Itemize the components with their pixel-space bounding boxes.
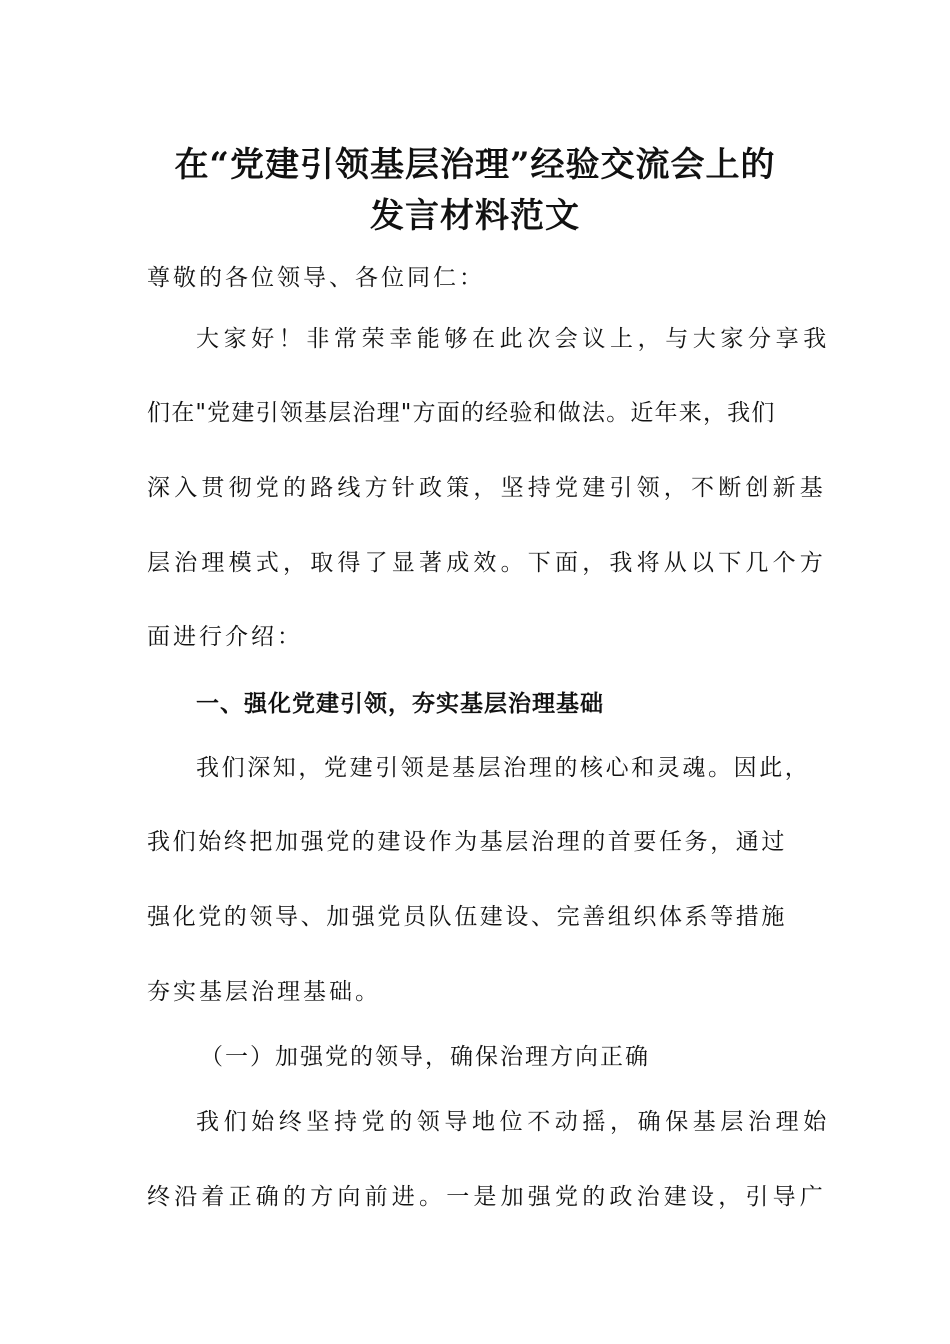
paragraph-line: 强化党的领导、加强党员队伍建设、完善组织体系等措施: [147, 904, 787, 930]
paragraph-line: 深入贯彻党的路线方针政策，坚持党建引领，不断创新基: [147, 475, 827, 501]
document-title-line-1: 在“党建引领基层治理”经验交流会上的: [174, 145, 776, 185]
paragraph-line: 层治理模式，取得了显著成效。下面，我将从以下几个方: [147, 550, 827, 576]
subsection-heading: （一）加强党的领导，确保治理方向正确: [200, 1044, 650, 1070]
paragraph-line: 我们始终坚持党的领导地位不动摇，确保基层治理始: [196, 1109, 831, 1135]
paragraph-line: 我们始终把加强党的建设作为基层治理的首要任务，通过: [147, 829, 787, 855]
salutation: 尊敬的各位领导、各位同仁：: [147, 265, 485, 291]
paragraph-line: 终沿着正确的方向前进。一是加强党的政治建设，引导广: [147, 1184, 827, 1210]
paragraph-line: 我们深知，党建引领是基层治理的核心和灵魂。因此，: [196, 755, 811, 781]
paragraph-line: 面进行介绍：: [147, 624, 303, 650]
paragraph-line: 们在"党建引领基层治理"方面的经验和做法。近年来，我们: [147, 400, 776, 426]
paragraph-line: 大家好！非常荣幸能够在此次会议上，与大家分享我: [196, 326, 831, 352]
section-heading: 一、强化党建引领，夯实基层治理基础: [196, 691, 604, 717]
paragraph-line: 夯实基层治理基础。: [147, 979, 381, 1005]
document-title-line-2: 发言材料范文: [370, 196, 580, 236]
